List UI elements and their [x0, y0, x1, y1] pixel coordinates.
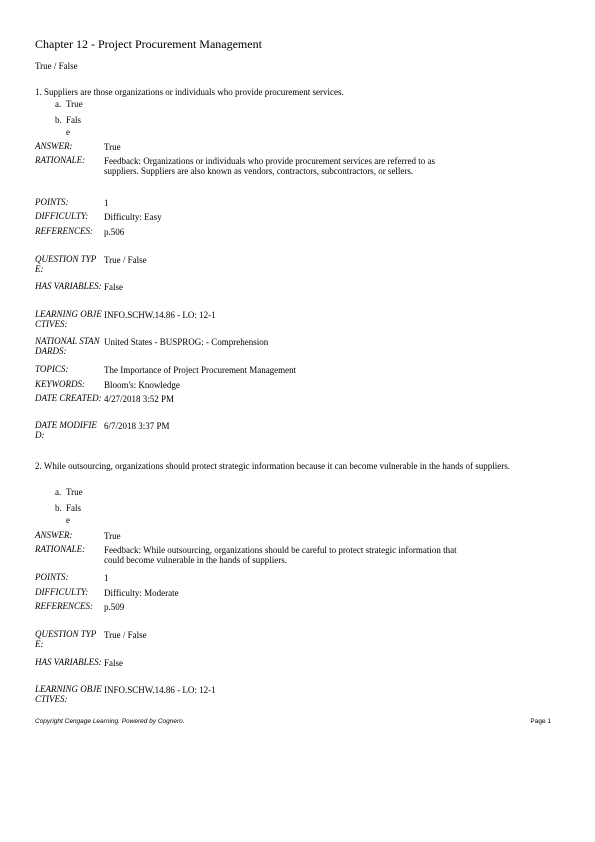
learning-objectives-label: LEARNING OBJECTIVES: — [35, 309, 102, 329]
learning-objectives-label: LEARNING OBJECTIVES: — [35, 684, 102, 704]
footer-copyright: Copyright Cengage Learning. Powered by Cognero. — [35, 718, 185, 725]
keywords-value: Bloom's: Knowledge — [104, 380, 180, 390]
question-2-choice-a[interactable] — [55, 487, 83, 497]
difficulty-value: Difficulty: Moderate — [104, 588, 179, 598]
points-label: POINTS: — [35, 572, 69, 582]
topics-value: The Importance of Project Procurement Management — [104, 365, 297, 375]
choice-letter: a. — [55, 99, 62, 109]
date-modified-label: DATE MODIFIED: — [35, 420, 97, 440]
question-type-label: QUESTION TYPE: — [35, 254, 97, 274]
learning-objectives-value: INFO.SCHW.14.86 - LO: 12-1 — [104, 685, 216, 695]
answer-value: True — [104, 531, 121, 541]
learning-objectives-value: INFO.SCHW.14.86 - LO: 12-1 — [104, 310, 216, 320]
rationale-label: RATIONALE: — [35, 155, 86, 165]
points-value: 1 — [104, 573, 109, 583]
has-variables-label: HAS VARIABLES: — [35, 281, 102, 291]
references-value: p.509 — [104, 602, 125, 612]
has-variables-label: HAS VARIABLES: — [35, 657, 102, 667]
answer-value: True — [104, 142, 121, 152]
difficulty-label: DIFFICULTY: — [35, 587, 89, 597]
answer-label: ANSWER: — [35, 530, 73, 540]
date-created-label: DATE CREATED: — [35, 393, 102, 403]
references-label: REFERENCES: — [35, 226, 93, 236]
references-label: REFERENCES: — [35, 601, 93, 611]
section-label: True / False — [35, 61, 78, 71]
choice-letter: b. — [55, 115, 62, 125]
date-created-value: 4/27/2018 3:52 PM — [104, 394, 175, 404]
question-type-label: QUESTION TYPE: — [35, 629, 97, 649]
points-value: 1 — [104, 198, 109, 208]
difficulty-label: DIFFICULTY: — [35, 211, 89, 221]
date-modified-value: 6/7/2018 3:37 PM — [104, 421, 170, 431]
footer-page-number: Page 1 — [530, 718, 551, 725]
has-variables-value: False — [104, 282, 123, 292]
choice-text: True — [66, 99, 83, 109]
has-variables-value: False — [104, 658, 123, 668]
question-2-choice-b-wrap: e — [66, 515, 70, 525]
question-1-choice-a[interactable] — [55, 99, 83, 109]
question-2-choice-b[interactable] — [55, 503, 81, 513]
difficulty-value: Difficulty: Easy — [104, 212, 162, 222]
keywords-label: KEYWORDS: — [35, 379, 85, 389]
question-1-choice-b-wrap: e — [66, 127, 70, 137]
points-label: POINTS: — [35, 197, 69, 207]
question-type-value: True / False — [104, 255, 147, 265]
choice-text: Fals — [66, 503, 82, 513]
question-2-stem: 2. While outsourcing, organizations should protect strategic information because it can become vulnerable in the hands of suppliers. — [35, 461, 511, 471]
answer-label: ANSWER: — [35, 141, 73, 151]
choice-text: True — [66, 487, 83, 497]
choice-letter: b. — [55, 503, 62, 513]
chapter-title: Chapter 12 - Project Procurement Management — [35, 37, 262, 51]
national-standards-value: United States - BUSPROG: - Comprehension — [104, 337, 269, 347]
question-1-choice-b[interactable] — [55, 115, 81, 125]
national-standards-label: NATIONAL STANDARDS: — [35, 336, 100, 356]
topics-label: TOPICS: — [35, 364, 69, 374]
question-1-stem: 1. Suppliers are those organizations or individuals who provide procurement services. — [35, 87, 344, 97]
question-type-value: True / False — [104, 630, 147, 640]
rationale-label: RATIONALE: — [35, 544, 86, 554]
choice-letter: a. — [55, 487, 62, 497]
references-value: p.506 — [104, 227, 125, 237]
rationale-value: Feedback: Organizations or individuals who provide procurement services are referred to as suppliers. Suppliers are also known as vendors, contractors, subcontractors, or sellers. — [104, 156, 435, 176]
rationale-value: Feedback: While outsourcing, organizations should be careful to protect strategic information that could become vulnerable in the hands of suppliers. — [104, 545, 457, 565]
choice-text: Fals — [66, 115, 82, 125]
